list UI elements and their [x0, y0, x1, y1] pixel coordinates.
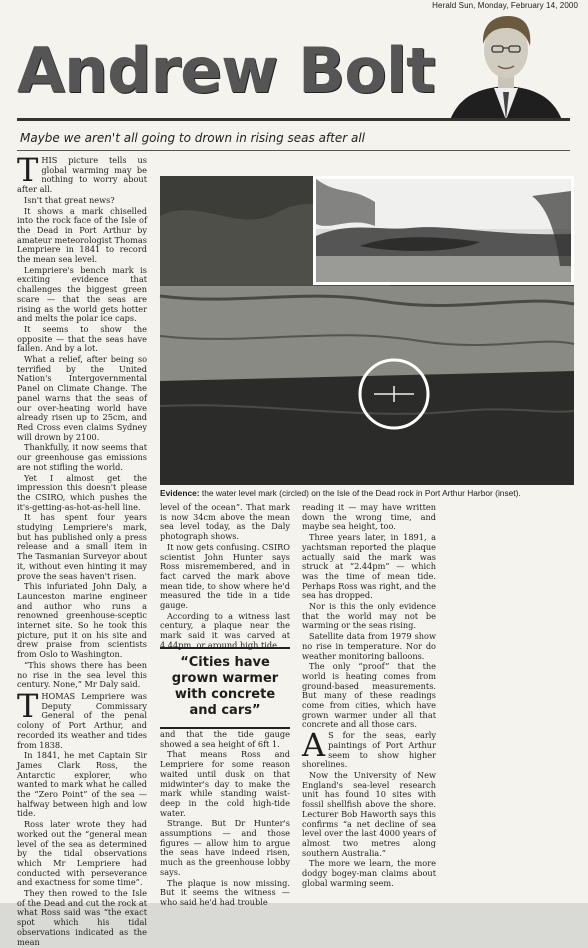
column-2-continued: [160, 730, 290, 909]
article-paragraph: [17, 474, 147, 513]
article-paragraph: [17, 513, 147, 581]
article-paragraph: [302, 859, 436, 888]
paragraph-text: reading it — may have written down the wrong time, and maybe sea height, too.: [302, 502, 436, 532]
paragraph-text: Nor is this the only evidence that the world may not be warming or the seas rising.: [302, 601, 436, 631]
paragraph-text: “This shows there has been no rise in the sea level this century. None,” Mr Daly said.: [17, 659, 147, 690]
article-paragraph: [160, 750, 290, 818]
paragraph-text: That means Ross and Lempriere for some reason waited until dusk on that midwinter's day to make the mark while standing waist-deep in the cold high-tide water.: [160, 749, 290, 818]
article-paragraph: [17, 325, 147, 354]
paragraph-text: Ross later wrote they had worked out the “general mean level of the sea as determined by the tidal observations which Mr Lempriere had conducted with perseverance and exactness for some time”.: [17, 819, 147, 888]
paragraph-text: level of the ocean”. That mark is now 34cm above the mean sea level today, as the Daly photograph shows.: [160, 502, 290, 542]
paragraph-text: HIS picture tells us global warming may be nothing to worry about after all.: [17, 155, 147, 195]
paragraph-text: What a relief, after being so terrified by the United Nation's Intergovernmental Panel on Climate Change. The panel warns that the seas of our over-heating world have already risen up to 25cm, and Red Cross even claims Sydney will drown by 2100.: [17, 354, 147, 442]
article-paragraph: [302, 533, 436, 601]
paragraph-text: and that the tide gauge showed a sea height of 6ft 1.: [160, 729, 290, 749]
article-paragraph: [302, 662, 436, 730]
paragraph-text: Satellite data from 1979 show no rise in temperature. Nor do weather monitoring balloons.: [302, 631, 436, 661]
paragraph-text: S for the seas, early paintings of Port Arthur seem to show higher shorelines.: [302, 730, 436, 770]
paragraph-text: It has spent four years studying Lempriere's mark, but has published only a press release and a small item in The Tasmanian Surveyor about it, without even hinting it may prove the seas haven't risen.: [17, 512, 147, 581]
paragraph-text: The only “proof” that the world is heating comes from ground-based measurements. But many of these readings come from cities, which have grown warmer under all that concrete and all those cars.: [302, 661, 436, 730]
article-paragraph: [17, 266, 147, 324]
paragraph-text: Strange. But Dr Hunter's assumptions — and those figures — allow him to argue the seas have indeed risen, much as the greenhouse lobby says.: [160, 818, 290, 877]
article-paragraph: [302, 503, 436, 532]
article-paragraph: [160, 819, 290, 877]
column-3: [302, 503, 436, 889]
article-paragraph: [17, 661, 147, 690]
masthead-rule: [17, 118, 570, 121]
column-1-continued: [17, 687, 147, 948]
paragraph-text: According to a witness last century, a plaque near the mark said it was carved at 4.44pm, or around high tide,: [160, 610, 290, 650]
paragraph-text: Thankfully, it now seems that our greenhouse gas emissions are not stifling the world.: [17, 442, 147, 472]
paragraph-text: Now the University of New England's sea-level research unit has found 10 sites with fossil shellfish above the shore. Lecturer Bob Haworth says this confirms “a net decline of sea level over the last 4000 years of almost two metres along southern Australia.”: [302, 769, 436, 858]
article-paragraph: [17, 151, 147, 195]
paragraph-text: In 1841, he met Captain Sir James Clark Ross, the Antarctic explorer, who wanted to mark what he called the “Zero Point” of the sea — halfway between high and low tide.: [17, 750, 147, 819]
article-paragraph: [302, 771, 436, 858]
paragraph-text: The more we learn, the more dodgy bogey-man claims about global warming seem.: [302, 858, 436, 888]
columnist-portrait: [440, 10, 572, 120]
article-paragraph: [17, 355, 147, 442]
paragraph-text: Isn't that great news?: [24, 194, 115, 205]
paragraph-text: The plaque is now missing. But it seems the witness — who said he'd had trouble: [160, 877, 290, 907]
article-paragraph: [160, 503, 290, 542]
article-paragraph: [160, 543, 290, 611]
article-paragraph: [302, 632, 436, 661]
article-paragraph: [17, 196, 147, 206]
paragraph-text: This infuriated John Daly, a Launceston marine engineer and author who runs a renowned greenhouse-sceptic internet site. So he took this picture, put it on his site and drew praise from scientists from Oslo to Washington.: [17, 581, 147, 660]
article-paragraph: [160, 612, 290, 651]
paragraph-text: Lempriere's bench mark is exciting evidence that challenges the biggest green scare — that the seas are rising as the world gets hotter and melts the polar ice caps.: [17, 264, 147, 324]
paragraph-text: It seems to show the opposite — that the seas have fallen. And by a lot.: [17, 323, 147, 354]
article-paragraph: [17, 207, 147, 265]
article-paragraph: [302, 602, 436, 631]
drop-cap: A: [302, 726, 326, 765]
article-paragraph: [160, 730, 290, 749]
masthead-title: Andrew Bolt: [17, 34, 435, 107]
article-paragraph: [17, 889, 147, 947]
column-2: [160, 503, 290, 652]
article-paragraph: [302, 726, 436, 770]
rock-mark-photo: [160, 176, 574, 485]
article-paragraph: [17, 820, 147, 888]
column-1: [17, 151, 147, 691]
dateline: Herald Sun, Monday, February 14, 2000: [432, 1, 578, 10]
paragraph-text: They then rowed to the Isle of the Dead and cut the rock at what Ross said was “the exact spot which his tidal observations indicated as the mean: [17, 888, 147, 947]
photo-caption: [160, 488, 574, 498]
caption-label: Evidence:: [160, 488, 200, 498]
article-paragraph: [17, 751, 147, 819]
pull-quote: “Cities have grown warmer with concrete and cars”: [160, 647, 290, 729]
paragraph-text: Three years later, in 1891, a yachtsman reported the plaque actually said the mark was struck at “2.44pm” — which was the time of mean tide. Perhaps Ross was right, and the sea has dropped.: [302, 532, 436, 601]
headline: Maybe we aren't all going to drown in rising seas after all: [20, 131, 366, 145]
drop-cap: T: [17, 151, 39, 189]
article-paragraph: [160, 879, 290, 908]
article-paragraph: [17, 443, 147, 472]
caption-text: the water level mark (circled) on the Isle of the Dead rock in Port Arthur Harbor (inset).: [199, 488, 521, 498]
paragraph-text: It shows a mark chiselled into the rock face of the Isle of the Dead in Port Arthur by amateur meteorologist Thomas Lempriere in 1841 to record the mean sea level.: [17, 205, 147, 265]
article-paragraph: [17, 687, 147, 750]
drop-cap: T: [17, 687, 39, 725]
article-paragraph: [17, 582, 147, 660]
paragraph-text: Yet I almost get the impression this doesn't please the CSIRO, which pushes the it's-getting-as-hot-as-hell line.: [17, 472, 147, 512]
paragraph-text: It now gets confusing. CSIRO scientist John Hunter says Ross misremembered, and in fact carved the mark above mean tide, to show where he'd measured the tide in a tide gauge.: [160, 541, 290, 611]
paragraph-text: HOMAS Lempriere was Deputy Commissary General of the penal colony of Port Arthur, and recorded its weather and tides from 1838.: [17, 691, 147, 750]
headline-rule: [17, 150, 570, 151]
